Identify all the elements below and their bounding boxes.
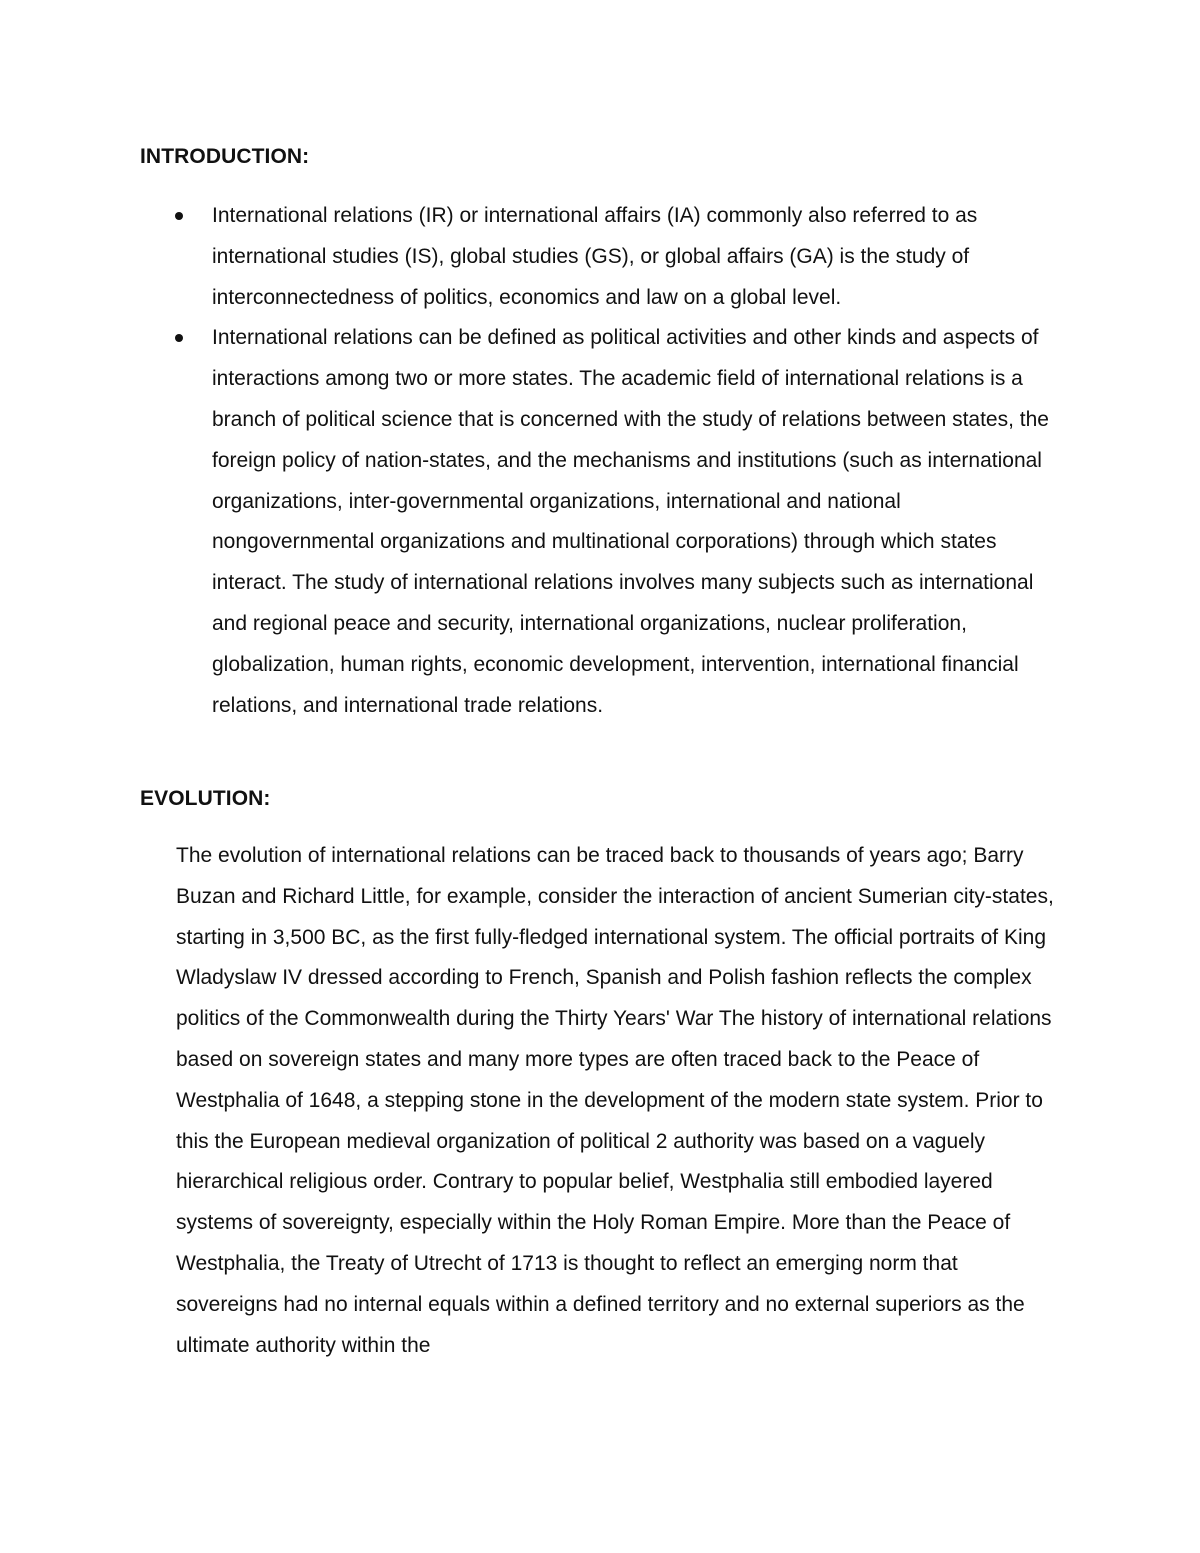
bullet-item	[0, 318, 1200, 726]
evolution-paragraph: The evolution of international relations can be traced back to thousands of years ago; Barry Buzan and Richard Little, for example, consider the interaction of ancient Sumerian city-states, starting in 3,500 BC, as the first fully-fledged international system. The official portraits of King Wladyslaw IV dressed according to French, Spanish and Polish fashion reflects the complex politics of the Commonwealth during the Thirty Years' War The history of international relations based on sovereign states and many more types are often traced back to the Peace of Westphalia of 1648, a stepping stone in the development of the modern state system. Prior to this the European medieval organization of political 2 authority was based on a vaguely hierarchical religious order. Contrary to popular belief, Westphalia still embodied layered systems of sovereignty, especially within the Holy Roman Empire. More than the Peace of Westphalia, the Treaty of Utrecht of 1713 is thought to reflect an emerging norm that sovereigns had no internal equals within a defined territory and no external superiors as the ultimate authority within the	[176, 844, 1054, 1357]
introduction-heading: INTRODUCTION:	[140, 145, 310, 168]
bullet-text: International relations can be defined as political activities and other kinds and aspects of interactions among two or more states. The academic field of international relations is a branch of political science that is concerned with the study of relations between states, the foreign policy of nation-states, and the mechanisms and institutions (such as international organizations, inter-governmental organizations, international and national nongovernmental organizations and multinational corporations) through which states interact. The study of international relations involves many subjects such as international and regional peace and security, international organizations, nuclear proliferation, globalization, human rights, economic development, intervention, international financial relations, and international trade relations.	[212, 326, 1049, 717]
evolution-heading: EVOLUTION:	[140, 787, 271, 810]
bullet-text: International relations (IR) or international affairs (IA) commonly also referred to as international studies (IS), global studies (GS), or global affairs (GA) is the study of interconnectedness of politics, economics and law on a global level.	[212, 204, 978, 309]
introduction-bullet-list	[0, 196, 1200, 726]
bullet-dot-icon	[175, 212, 183, 220]
bullet-dot-icon	[175, 334, 183, 342]
bullet-item	[0, 196, 1200, 318]
